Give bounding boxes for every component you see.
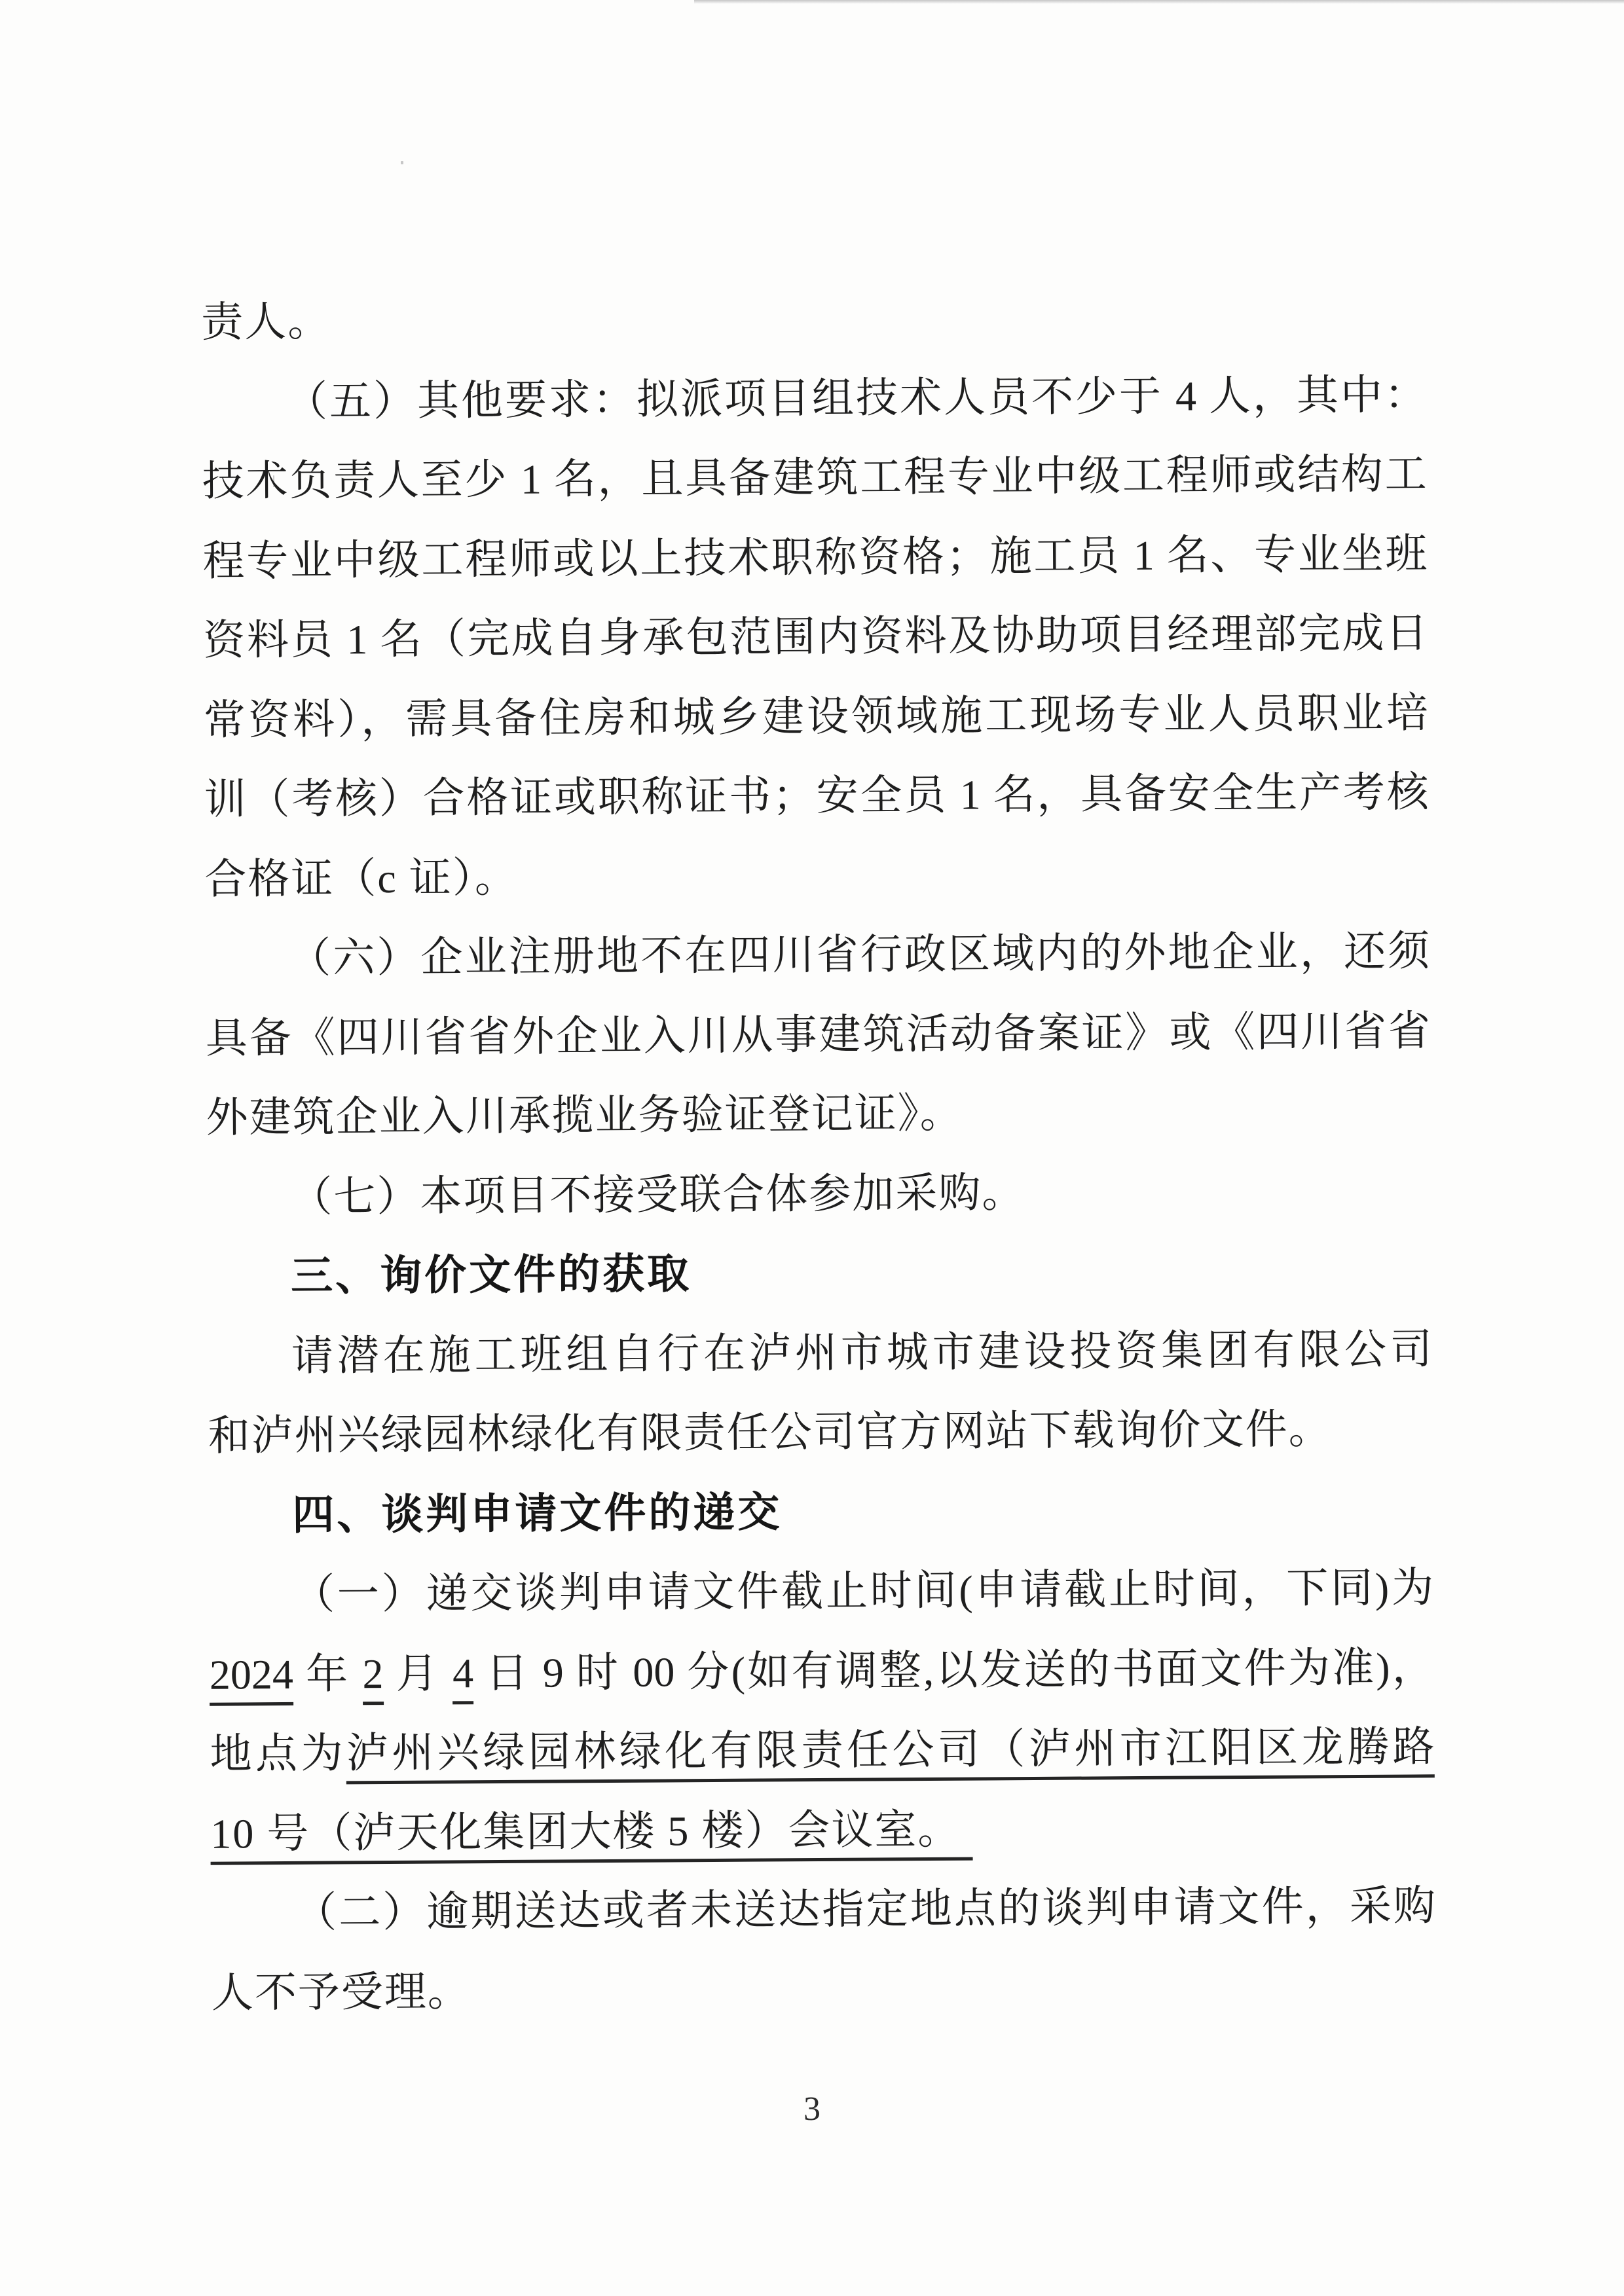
text-line: [202, 514, 1428, 601]
text-line: [210, 1787, 1435, 1874]
text-segment: （五）其他要求：拟派项目组技术人员不少于 4 人，其中：: [285, 371, 1427, 425]
underlined-text-segment: 4: [452, 1650, 474, 1704]
underlined-text-segment: 10 号（泸天化集团大楼 5 楼）会议室。: [210, 1806, 972, 1865]
text-line: [204, 673, 1429, 760]
text-segment: 三、询价文件的获取: [290, 1250, 692, 1300]
text-segment: 年: [293, 1650, 363, 1698]
text-line: [202, 355, 1427, 442]
text-segment: 人不予受理。: [211, 1967, 471, 2016]
section-heading: [208, 1468, 1433, 1556]
text-segment: 资料员 1 名（完成自身承包范围内资料及协助项目经理部完成日: [202, 610, 1428, 664]
text-segment: 四、谈判申请文件的递交: [292, 1487, 783, 1539]
text-line: [204, 752, 1429, 839]
text-segment: 程专业中级工程师或以上技术职称资格；施工员 1 名、专业坐班: [202, 530, 1428, 585]
text-segment: 月: [383, 1649, 453, 1697]
text-segment: 常资料），需具备住房和城乡建设领域施工现场专业人员职业培: [203, 689, 1429, 744]
text-line: [202, 434, 1427, 521]
text-segment: 请潜在施工班组自行在泸州市城市建设投资集团有限公司: [291, 1325, 1433, 1379]
text-segment: 合格证（c 证）。: [204, 854, 519, 903]
text-segment: 训（考核）合格证或职称证书；安全员 1 名，具备安全生产考核: [204, 769, 1429, 823]
text-line: [203, 593, 1428, 680]
underlined-text-segment: 泸州兴绿园林绿化有限责任公司（泸州市江阳区龙腾路: [346, 1723, 1435, 1784]
text-segment: 技术负责人至少 1 名，且具备建筑工程专业中级工程师或结构工: [202, 450, 1427, 505]
underlined-text-segment: 2: [362, 1650, 384, 1705]
text-segment: （二）逾期送达或者未送达指定地点的谈判申请文件，采购: [294, 1882, 1436, 1936]
text-line: [211, 1946, 1436, 2033]
text-segment: 日 9 时 00 分(如有调整,以发送的书面文件为准)，: [473, 1643, 1435, 1696]
scan-artifact-top-edge: [694, 0, 1624, 4]
text-segment: 地点为: [210, 1730, 347, 1777]
document-body: [201, 275, 1436, 2032]
text-segment: （一）递交谈判申请文件截止时间(申请截止时间，下同)为: [292, 1564, 1434, 1618]
section-heading: [207, 1230, 1432, 1317]
text-line: [208, 1309, 1433, 1396]
page-number: 3: [803, 2090, 821, 2128]
text-line: [210, 1707, 1435, 1794]
text-segment: （七）本项目不接受联合体参加采购。: [290, 1169, 1025, 1220]
text-line: [205, 911, 1430, 998]
text-line: [206, 991, 1431, 1078]
text-line: [201, 275, 1426, 362]
underlined-text-segment: 2024: [210, 1650, 294, 1705]
text-line: [208, 1389, 1433, 1476]
text-segment: （六）企业注册地不在四川省行政区域内的外地企业，还须: [288, 928, 1430, 981]
text-segment: 和泸州兴绿园林绿化有限责任公司官方网站下载询价文件。: [208, 1406, 1332, 1459]
scan-speck: [401, 161, 403, 164]
text-segment: 外建筑企业入川承揽业务验证登记证》。: [206, 1089, 963, 1141]
text-segment: 责人。: [201, 298, 331, 346]
text-line: [206, 1070, 1431, 1157]
text-line: [209, 1628, 1434, 1715]
text-line: [204, 832, 1430, 919]
text-line: [206, 1150, 1431, 1237]
text-segment: 具备《四川省省外企业入川从事建筑活动备案证》或《四川省省: [205, 1007, 1431, 1062]
text-line: [211, 1866, 1436, 1953]
text-line: [209, 1548, 1434, 1635]
